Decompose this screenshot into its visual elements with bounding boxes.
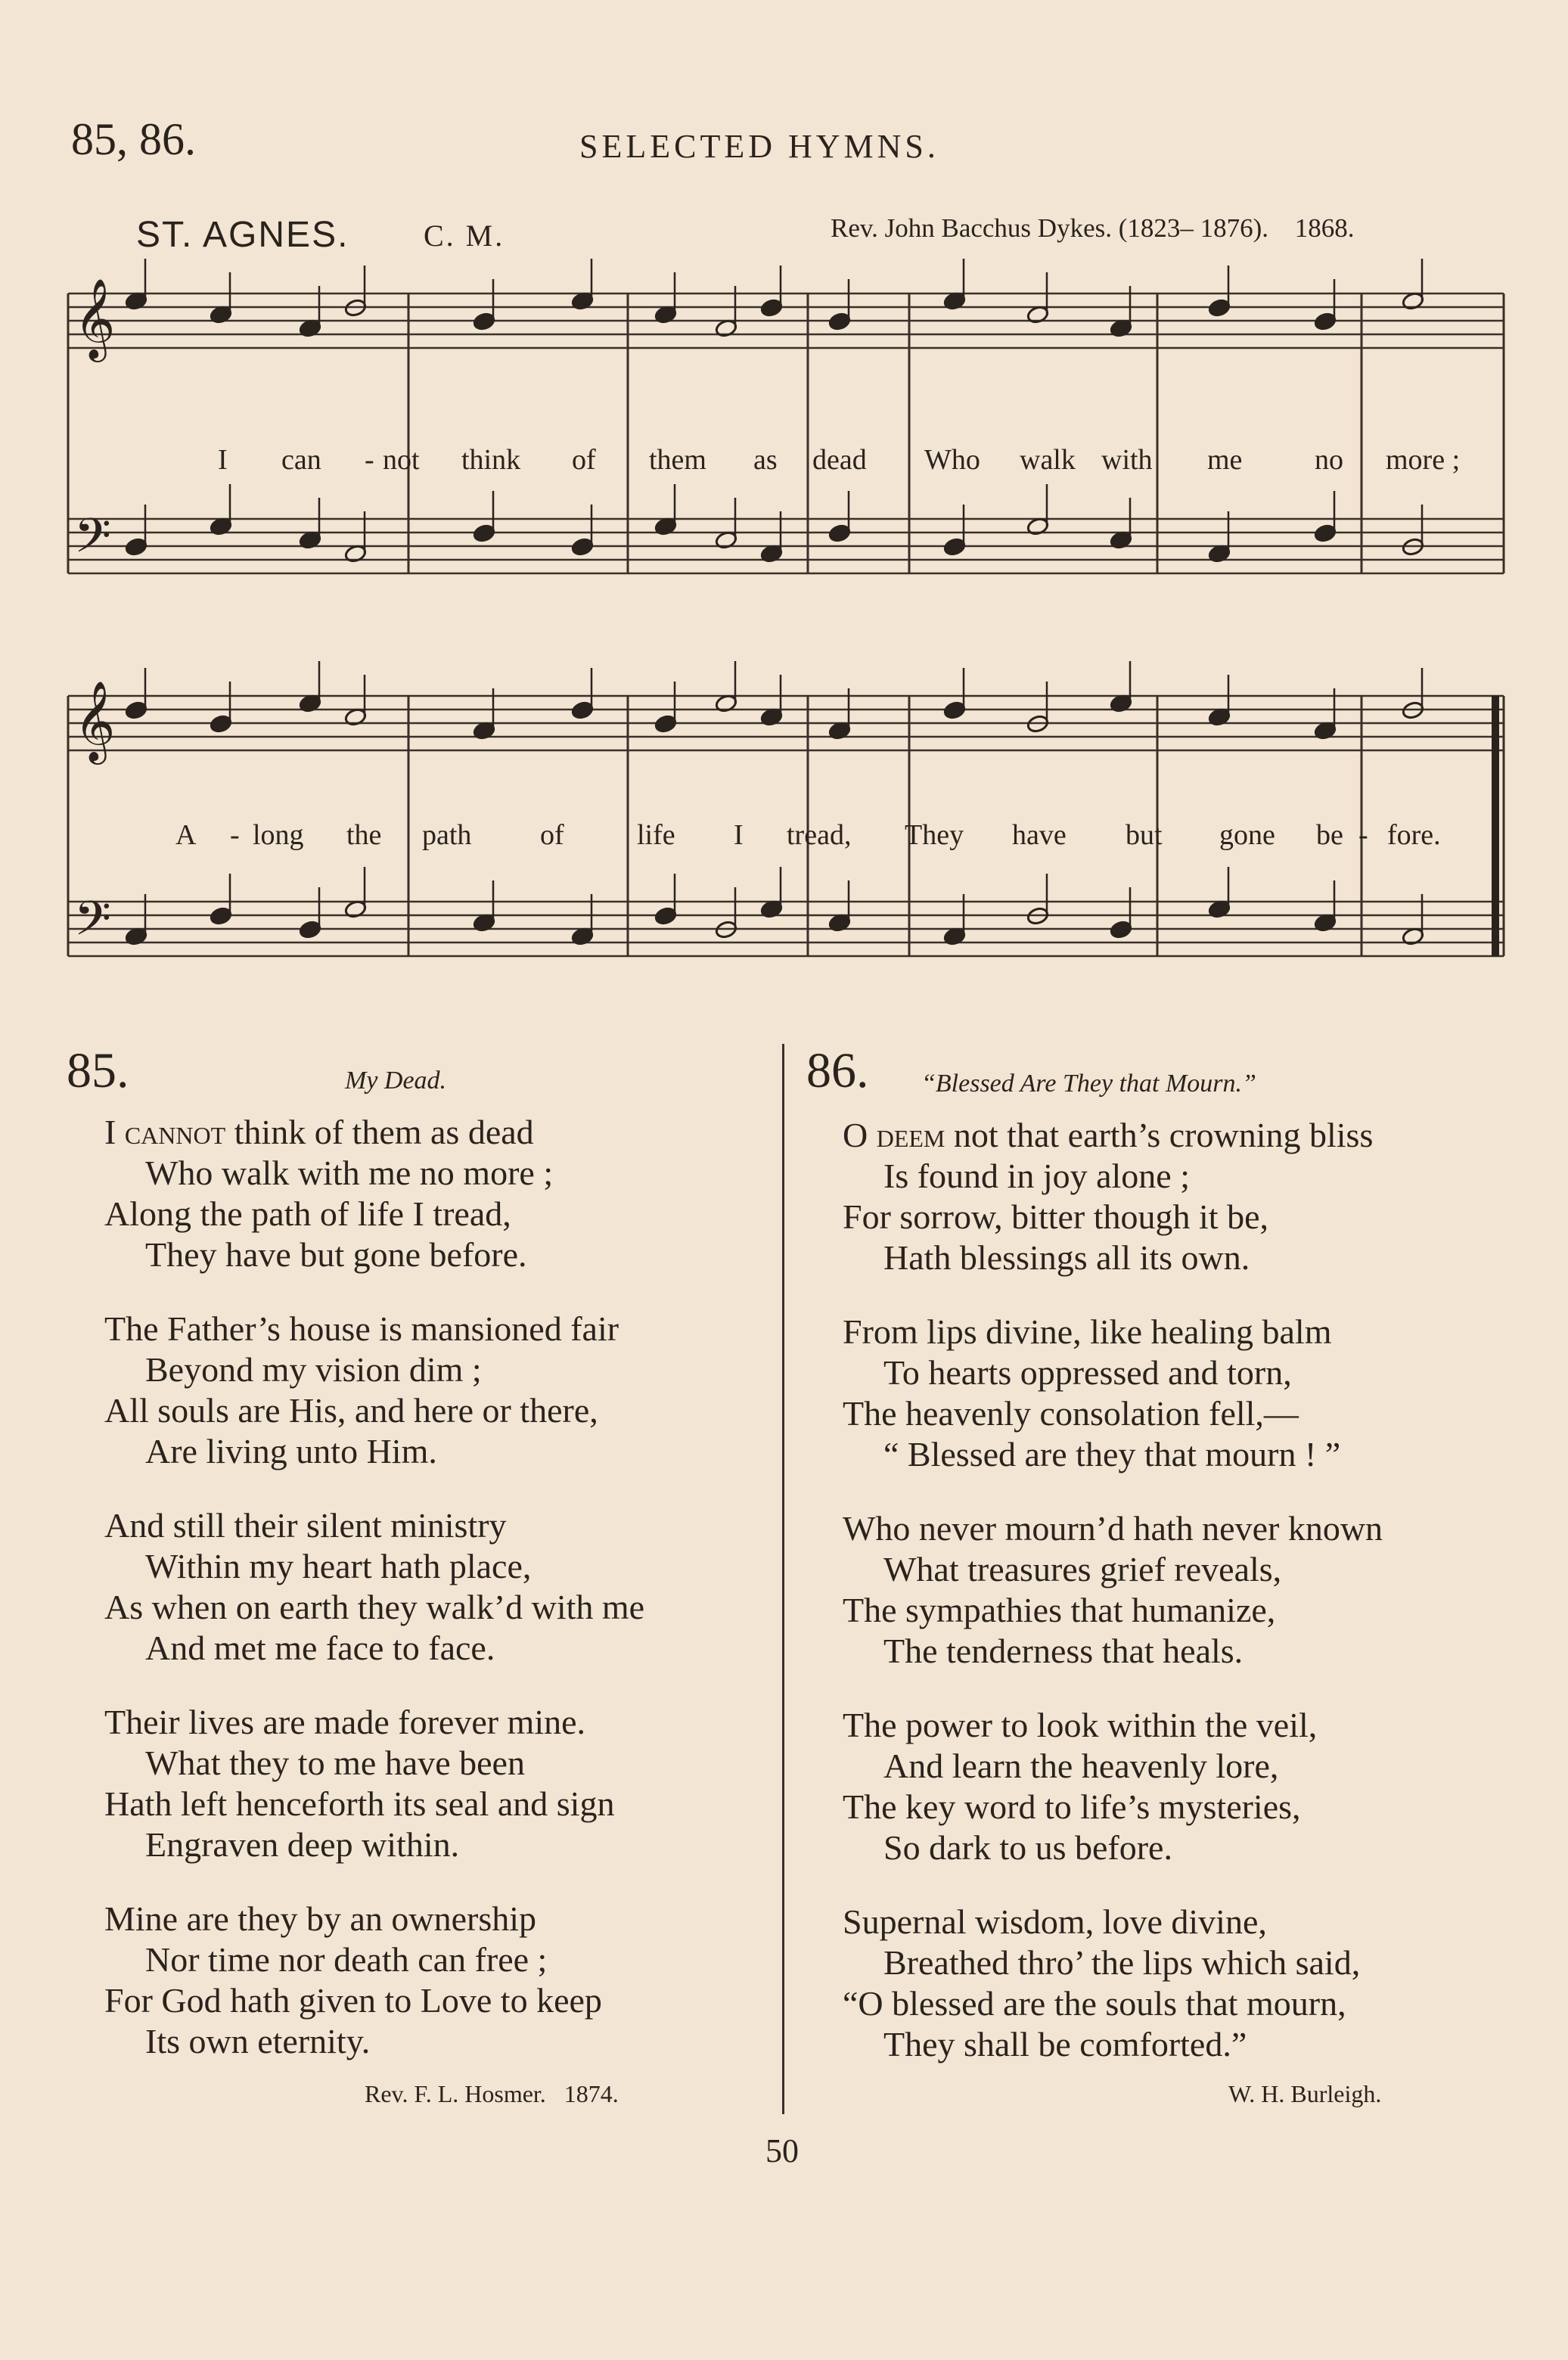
- stanza: [104, 1899, 644, 2062]
- lyric-syllable: fore.: [1387, 819, 1441, 851]
- stanza: [843, 1705, 1383, 1868]
- lyric-syllable: Who: [924, 444, 980, 476]
- hymn85-attribution: [365, 2080, 619, 2108]
- verse-line: They shall be comforted.”: [883, 2025, 1247, 2063]
- stanza: [843, 1508, 1383, 1672]
- stanza: [104, 1309, 644, 1472]
- note-head: [125, 537, 148, 557]
- note-head: [571, 700, 595, 720]
- verse-line: They have but gone before.: [145, 1235, 527, 1274]
- lyric-syllable: the: [346, 819, 382, 851]
- stanza: [843, 1115, 1383, 1278]
- note-head: [473, 312, 496, 331]
- tune-meter: C. M.: [424, 219, 505, 253]
- verse-line: The key word to life’s mysteries,: [843, 1787, 1301, 1826]
- note-head: [760, 298, 784, 318]
- verse-line: What they to me have been: [145, 1744, 525, 1782]
- lyric-syllable: I: [218, 444, 228, 476]
- hymn86-number: 86.: [806, 1043, 869, 1098]
- verse-line: Their lives are made forever mine.: [104, 1703, 586, 1741]
- verse-line: Hath blessings all its own.: [883, 1238, 1250, 1277]
- stanza: [843, 1902, 1383, 2065]
- hymn86-text: [843, 1115, 1383, 2065]
- verse-line: Its own eternity.: [145, 2022, 371, 2060]
- treble-clef-icon: 𝄞: [74, 680, 116, 761]
- verse-line: Hath left henceforth its seal and sign: [104, 1784, 615, 1823]
- column-divider: [782, 1044, 784, 2114]
- composer-name: Rev. John Bacchus Dykes.: [831, 213, 1112, 243]
- lyric-syllable: be: [1316, 819, 1343, 851]
- note-head: [828, 523, 852, 543]
- lyric-syllable: life: [637, 819, 675, 851]
- note-head: [125, 700, 148, 720]
- composition-year: 1868.: [1294, 213, 1355, 243]
- note-head: [473, 523, 496, 543]
- verse-line: Is found in joy alone ;: [883, 1157, 1190, 1195]
- lyric-syllable: path: [422, 819, 472, 851]
- lyric-syllable: me: [1207, 444, 1243, 476]
- lyric-syllable: of: [540, 819, 564, 851]
- note-head: [943, 700, 967, 720]
- verse-line: So dark to us before.: [883, 1828, 1172, 1867]
- note-head: [299, 920, 322, 939]
- verse-line: The power to look within the veil,: [843, 1706, 1318, 1744]
- stanza: [104, 1112, 644, 1275]
- lyric-syllable: tread,: [787, 819, 852, 851]
- note-head: [571, 537, 595, 557]
- hymn85-text: [104, 1112, 644, 2062]
- lyric-syllable: of: [572, 444, 596, 476]
- hymn85-number: 85.: [67, 1043, 129, 1098]
- verse-line: The Father’s house is mansioned fair: [104, 1309, 619, 1348]
- hymn85-title: My Dead.: [345, 1067, 447, 1095]
- verse-line: Along the path of life I tread,: [104, 1194, 511, 1233]
- lyric-syllable: no: [1315, 444, 1343, 476]
- tune-name: ST. AGNES.: [136, 215, 349, 255]
- opening-words: I cannot: [104, 1113, 226, 1151]
- verse-line: Beyond my vision dim ;: [145, 1350, 482, 1389]
- staff-lines: [68, 293, 1504, 956]
- stanza: [843, 1312, 1383, 1475]
- verse-line: The tenderness that heals.: [883, 1632, 1244, 1670]
- lyric-syllable: I: [734, 819, 744, 851]
- lyric-syllable: as: [753, 444, 778, 476]
- verse-line: Nor time nor death can free ;: [145, 1940, 548, 1979]
- lyric-syllable: They: [905, 819, 964, 851]
- music-score: [0, 0, 1568, 1029]
- note-head: [1314, 312, 1337, 331]
- verse-line: And learn the heavenly lore,: [883, 1747, 1279, 1785]
- note-head: [943, 537, 967, 557]
- hymn-numbers-heading: 85, 86.: [71, 114, 196, 164]
- stanza: [104, 1702, 644, 1865]
- treble-clef-icon: 𝄞: [74, 278, 116, 359]
- note-head: [210, 906, 233, 926]
- note-head: [1208, 298, 1231, 318]
- note-head: [828, 312, 852, 331]
- verse-line: And still their silent ministry: [104, 1506, 507, 1545]
- verse-line: “O blessed are the souls that mourn,: [843, 1984, 1346, 2023]
- verse-line: The sympathies that humanize,: [843, 1591, 1276, 1629]
- verse-line: Are living unto Him.: [145, 1432, 437, 1470]
- bar-lines: [68, 293, 1504, 956]
- lyric-syllable: them: [649, 444, 706, 476]
- verse-line: Within my heart hath place,: [145, 1547, 532, 1585]
- hymn86-attribution: W. H. Burleigh.: [1228, 2080, 1382, 2107]
- lyric-syllable: more ;: [1386, 444, 1461, 476]
- verse-line: Mine are they by an ownership: [104, 1899, 537, 1938]
- note-head: [1110, 920, 1133, 939]
- bass-clef-icon: 𝄢: [74, 508, 111, 575]
- verse-line: I cannot think of them as dead: [104, 1113, 534, 1151]
- page-number: 50: [765, 2132, 799, 2169]
- lyric-syllable: -: [365, 444, 374, 476]
- verse-line: For God hath given to Love to keep: [104, 1981, 602, 2020]
- lyric-syllable: A: [175, 819, 197, 851]
- hymn86-title: “Blessed Are They that Mourn.”: [921, 1070, 1256, 1098]
- verse-line: The heavenly consolation fell,—: [843, 1394, 1299, 1433]
- verse-line: Engraven deep within.: [145, 1825, 460, 1864]
- verse-line: Who walk with me no more ;: [145, 1154, 554, 1192]
- lyric-syllable: not: [383, 444, 420, 476]
- note-head: [654, 714, 678, 734]
- verse-line: All souls are His, and here or there,: [104, 1391, 598, 1430]
- lyric-syllable: have: [1012, 819, 1067, 851]
- verse-line: “ Blessed are they that mourn ! ”: [883, 1435, 1341, 1473]
- lyric-syllable: think: [461, 444, 521, 476]
- verse-line: For sorrow, bitter though it be,: [843, 1197, 1269, 1236]
- lyric-syllable: but: [1126, 819, 1163, 851]
- note-head: [210, 714, 233, 734]
- lyric-syllable: dead: [812, 444, 867, 476]
- hymn85-year: 1874.: [564, 2080, 619, 2107]
- note-head: [654, 906, 678, 926]
- opening-words: O deem: [843, 1116, 945, 1154]
- clefs: [74, 278, 115, 958]
- verse-line: Supernal wisdom, love divine,: [843, 1902, 1267, 1941]
- lyric-syllable: walk: [1020, 444, 1076, 476]
- lyric-syllable: -: [1358, 819, 1368, 851]
- verse-line: To hearts oppressed and torn,: [883, 1353, 1292, 1392]
- verse-line: Who never mourn’d hath never known: [843, 1509, 1383, 1548]
- stanza: [104, 1505, 644, 1669]
- bass-clef-icon: 𝄢: [74, 890, 111, 958]
- verse-line: And met me face to face.: [145, 1629, 495, 1667]
- lyric-syllable: gone: [1219, 819, 1275, 851]
- verse-line: What treasures grief reveals,: [883, 1550, 1282, 1588]
- lyric-syllable: long: [253, 819, 304, 851]
- running-title: SELECTED HYMNS.: [579, 128, 939, 165]
- composer-dates: (1823– 1876).: [1118, 213, 1269, 243]
- note-head: [1314, 523, 1337, 543]
- verse-line: O deem not that earth’s crowning bliss: [843, 1116, 1374, 1154]
- lyric-syllable: can: [281, 444, 321, 476]
- lyric-syllable: -: [230, 819, 240, 851]
- hymn85-author: Rev. F. L. Hosmer.: [365, 2080, 546, 2107]
- verse-line: As when on earth they walk’d with me: [104, 1588, 645, 1626]
- verse-line: Breathed thro’ the lips which said,: [883, 1943, 1361, 1982]
- lyric-syllable: with: [1101, 444, 1153, 476]
- verse-line: From lips divine, like healing balm: [843, 1312, 1332, 1351]
- final-bar: [1492, 696, 1499, 956]
